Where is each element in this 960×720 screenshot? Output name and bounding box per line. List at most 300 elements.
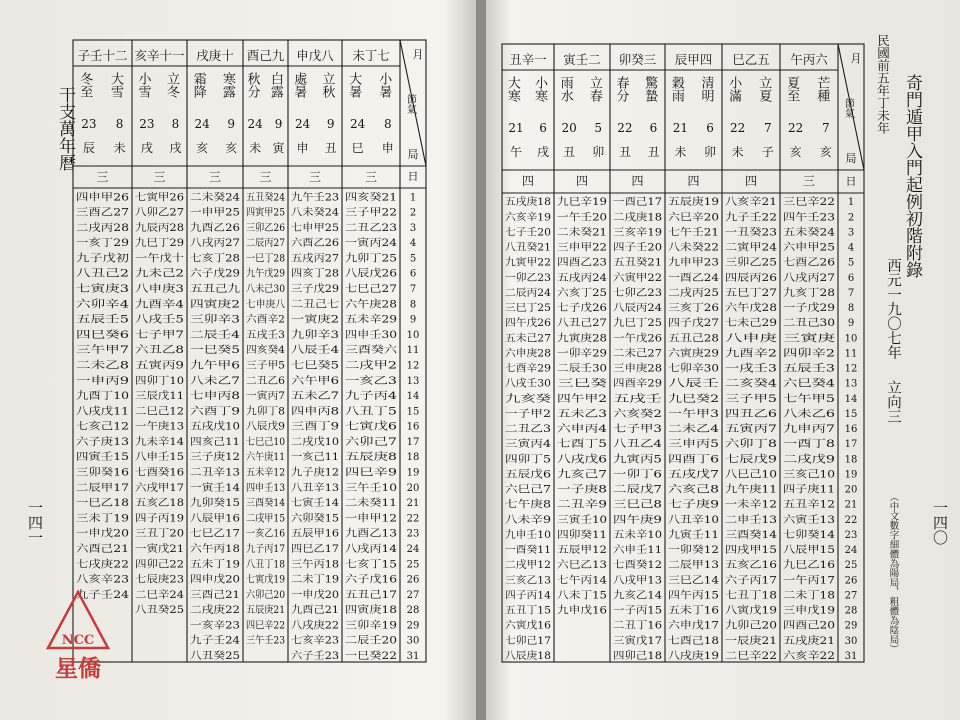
day-cell: 五辰甲16 xyxy=(291,528,335,540)
day-cell: 八戌戊11 xyxy=(76,406,120,418)
day-cell: 三巳乙14 xyxy=(668,575,712,587)
day-cell: 八戌庚22 xyxy=(291,620,335,632)
day-cell: 八丑癸25 xyxy=(190,651,234,662)
day-cell: 四寅壬15 xyxy=(76,452,120,464)
day-number: 18 xyxy=(844,454,858,466)
day-cell: 一寅戊21 xyxy=(135,543,179,555)
day-cell: 六亥癸2 xyxy=(613,408,651,420)
day-number: 20 xyxy=(844,484,858,496)
jieqi-second-day: 22 xyxy=(788,121,804,135)
day-cell: 五未辛10 xyxy=(613,529,657,541)
day-cell: 八戌庚19 xyxy=(668,651,712,662)
jieqi-second-hour: 丑 xyxy=(618,145,631,159)
day-cell: 九子壬24 xyxy=(76,589,120,601)
day-cell: 五辰壬5 xyxy=(76,314,114,326)
day-cell: 九亥乙14 xyxy=(613,590,657,602)
day-number: 10 xyxy=(844,333,858,345)
day-cell: 一亥丁29 xyxy=(76,238,120,250)
day-cell: 九子丙17 xyxy=(246,543,290,555)
day-cell: 一亥乙16 xyxy=(246,528,290,540)
day-number: 9 xyxy=(847,318,855,330)
day-cell: 八辰丙24 xyxy=(613,303,657,315)
month-column-label: 巳乙五 xyxy=(732,52,770,67)
day-cell: 九酉乙13 xyxy=(345,528,389,540)
day-cell: 九酉丁10 xyxy=(76,391,120,403)
day-cell: 四午壬23 xyxy=(783,212,827,224)
day-cell: 九申壬10 xyxy=(505,529,549,541)
ju-value: 三 xyxy=(208,170,222,184)
jieqi-first-day: 6 xyxy=(539,121,547,135)
jieqi-first: 立冬 xyxy=(164,72,180,98)
month-column-label: 戌庚十 xyxy=(196,48,234,63)
day-cell: 二丑辛9 xyxy=(557,499,595,511)
day-cell: 八未乙7 xyxy=(190,375,228,387)
day-cell: 五丑己九 xyxy=(190,284,231,296)
day-cell: 九午庚11 xyxy=(725,484,769,496)
day-cell: 二辰丙27 xyxy=(246,238,290,250)
jieqi-second-hour: 丑 xyxy=(563,145,576,159)
day-cell: 四午丙15 xyxy=(668,590,712,602)
day-cell: 四午甲2 xyxy=(557,393,595,405)
day-cell: 五辰庚21 xyxy=(246,605,290,617)
day-cell: 六亥辛22 xyxy=(783,651,827,662)
jieqi-second-hour: 午 xyxy=(510,145,523,159)
day-cell: 八申庚3 xyxy=(135,284,173,296)
day-cell: 五巳丁27 xyxy=(725,287,769,299)
day-cell: 八未癸22 xyxy=(668,242,712,254)
day-cell: 八申庚 xyxy=(725,333,756,345)
right-table-body xyxy=(505,195,857,662)
month-column-label: 寅壬二 xyxy=(563,52,601,67)
day-cell: 六子丙17 xyxy=(725,575,769,587)
jieqi-first-day: 9 xyxy=(274,117,283,131)
jieqi-first-hour: 戌 xyxy=(537,145,550,159)
day-cell: 八丑癸25 xyxy=(135,605,179,617)
day-number: 23 xyxy=(844,529,858,541)
jieqi-second-day: 22 xyxy=(730,121,746,135)
day-number: 30 xyxy=(406,635,420,647)
day-number: 21 xyxy=(406,498,420,510)
ju-value: 三 xyxy=(259,170,272,184)
day-number: 24 xyxy=(844,545,858,557)
day-cell: 三亥辛19 xyxy=(613,227,657,239)
stamp-text-ncc: NCC xyxy=(61,633,95,648)
day-cell: 四巳辛9 xyxy=(345,467,383,479)
jieqi-second-hour: 未 xyxy=(249,141,262,155)
day-cell: 五辰戊6 xyxy=(505,469,543,481)
ju-value: 四 xyxy=(575,174,589,188)
ju-value: 四 xyxy=(521,174,535,188)
day-cell: 三申丙5 xyxy=(668,439,706,451)
day-cell: 八寅戊19 xyxy=(725,605,769,617)
day-cell: 三卯癸16 xyxy=(76,467,120,479)
day-cell: 六卯己7 xyxy=(345,436,383,448)
day-cell: 八辰甲15 xyxy=(783,545,827,557)
jieqi-first-day: 7 xyxy=(763,121,772,135)
day-cell: 五丑己17 xyxy=(345,589,389,601)
ju-value: 三 xyxy=(96,170,109,184)
day-cell: 九卯丁8 xyxy=(246,406,284,418)
month-column-label: 子壬十二 xyxy=(77,48,128,63)
stamp-text-xingqiao: 星僑 xyxy=(55,655,101,682)
day-cell: 二巳辛22 xyxy=(725,651,769,662)
day-cell: 九卯丁25 xyxy=(345,253,389,265)
day-cell: 五丑辛12 xyxy=(783,499,827,511)
day-cell: 一寅壬14 xyxy=(190,482,234,494)
day-cell: 九子戊初 xyxy=(76,253,117,265)
day-cell: 一未辛12 xyxy=(725,499,769,511)
day-cell: 三卯乙26 xyxy=(246,222,290,234)
day-cell: 二丑己七 xyxy=(291,299,332,311)
day-cell: 七卯己17 xyxy=(505,635,549,647)
day-cell: 二寅甲24 xyxy=(725,242,769,254)
day-cell: 一亥己11 xyxy=(291,452,335,464)
day-cell: 七亥丁28 xyxy=(190,253,234,265)
day-cell: 九午戊29 xyxy=(246,268,290,280)
day-cell: 九寅甲22 xyxy=(505,257,549,269)
month-column-label: 未丁七 xyxy=(352,48,390,63)
day-number: 20 xyxy=(406,482,420,494)
day-cell: 四申丙8 xyxy=(291,406,329,418)
day-cell: 六申庚28 xyxy=(505,348,549,360)
day-cell: 六寅甲22 xyxy=(613,272,657,284)
day-cell: 二戌戊9 xyxy=(783,454,821,466)
day-cell: 九巳乙16 xyxy=(783,560,827,572)
day-cell: 五寅丙7 xyxy=(725,424,763,436)
day-cell: 八未丁15 xyxy=(557,590,601,602)
day-cell: 二丑己30 xyxy=(783,318,827,330)
day-number: 30 xyxy=(844,635,858,647)
day-cell: 一酉己17 xyxy=(613,197,657,209)
day-cell: 五戌庚18 xyxy=(505,197,549,209)
day-cell: 三巳己8 xyxy=(613,499,651,511)
day-cell: 九申戊16 xyxy=(557,605,601,617)
day-cell: 四亥癸4 xyxy=(246,345,284,357)
jieqi-first-day: 6 xyxy=(649,121,658,135)
day-cell: 五未丁16 xyxy=(668,605,712,617)
day-cell: 七子甲7 xyxy=(135,329,173,341)
day-cell: 六午庚28 xyxy=(345,299,389,311)
day-number: 14 xyxy=(844,393,858,405)
jieqi-first-day: 8 xyxy=(171,117,180,131)
day-cell: 四午庚9 xyxy=(613,514,651,526)
day-number: 6 xyxy=(409,268,417,280)
day-cell: 七亥己12 xyxy=(76,421,120,433)
month-column-label: 午丙六 xyxy=(790,52,828,67)
day-number: 17 xyxy=(406,436,420,448)
day-cell: 八巳己10 xyxy=(725,469,769,481)
day-cell: 一卯丁6 xyxy=(613,469,651,481)
day-cell: 三午壬23 xyxy=(246,635,290,647)
day-number: 7 xyxy=(409,284,417,296)
day-cell: 三酉癸六 xyxy=(345,345,386,357)
day-cell: 九酉己21 xyxy=(291,605,335,617)
day-cell: 四戌甲15 xyxy=(725,545,769,557)
day-number: 5 xyxy=(409,253,417,265)
day-cell: 三亥乙13 xyxy=(505,575,549,587)
day-cell: 六子戊16 xyxy=(345,574,389,586)
day-cell: 四卯己22 xyxy=(135,559,179,571)
month-column-label: 辰甲四 xyxy=(674,52,713,67)
day-number: 23 xyxy=(406,528,420,540)
day-cell: 一申甲12 xyxy=(345,513,389,525)
day-cell: 六酉己21 xyxy=(76,543,120,555)
day-cell: 二戌甲2 xyxy=(345,360,383,372)
day-number: 25 xyxy=(844,560,858,572)
left-table-body xyxy=(76,190,419,662)
day-cell: 二辰壬4 xyxy=(190,329,228,341)
month-column-label: 酉己九 xyxy=(246,48,285,63)
day-cell: 七卯乙23 xyxy=(613,287,657,299)
day-cell: 六酉乙26 xyxy=(291,238,335,250)
day-cell: 七卯辛30 xyxy=(668,363,712,375)
day-cell: 七丑丁18 xyxy=(725,590,769,602)
jieqi-second-day: 21 xyxy=(672,121,689,135)
day-cell: 四申甲26 xyxy=(76,192,120,204)
jieqi-second-hour: 亥 xyxy=(196,141,209,155)
day-cell: 八丑辛13 xyxy=(291,482,335,494)
jieqi-second: 穀雨 xyxy=(668,76,684,102)
day-cell: 七申丙8 xyxy=(190,391,228,403)
day-cell: 七午庚8 xyxy=(505,499,543,511)
day-cell: 四午戊26 xyxy=(505,318,549,330)
day-cell: 八辰壬4 xyxy=(291,345,329,357)
month-column-label: 卯癸三 xyxy=(618,52,657,67)
left-side-title: 干支萬年曆 xyxy=(55,86,75,171)
day-cell: 六亥辛19 xyxy=(505,212,549,224)
day-cell: 二未乙4 xyxy=(668,424,706,436)
day-number: 15 xyxy=(406,406,420,418)
day-number: 3 xyxy=(409,222,417,234)
month-column-label: 丑辛一 xyxy=(509,52,547,67)
day-number: 13 xyxy=(844,378,858,390)
day-cell: 一丑癸23 xyxy=(725,227,769,239)
day-cell: 六巳癸4 xyxy=(783,378,821,390)
jieqi-second-day: 23 xyxy=(139,117,155,131)
day-cell: 七酉乙26 xyxy=(783,257,827,269)
day-cell: 九卯辛3 xyxy=(291,329,329,341)
right-title-direction: 立向三 xyxy=(885,380,901,424)
day-cell: 四寅甲25 xyxy=(246,207,290,219)
day-cell: 六午甲6 xyxy=(291,375,329,387)
left-page-number: 一四一 xyxy=(26,500,44,545)
day-number: 8 xyxy=(409,299,417,311)
day-cell: 一卯乙23 xyxy=(505,272,549,284)
day-cell: 二巳辛24 xyxy=(135,589,179,601)
day-number: 22 xyxy=(844,514,858,526)
jieqi-first: 白露 xyxy=(267,72,283,98)
day-cell: 九未辛14 xyxy=(135,436,179,448)
day-cell: 二辰甲17 xyxy=(76,482,120,494)
day-cell: 八丑己27 xyxy=(557,318,601,330)
jieqi-second: 秋分 xyxy=(244,72,260,98)
day-cell: 八卯乙27 xyxy=(135,207,179,219)
jieqi-first-hour: 丑 xyxy=(647,145,660,159)
day-number: 16 xyxy=(406,421,420,433)
day-cell: 四巳癸6 xyxy=(76,329,114,341)
day-cell: 三巳辛22 xyxy=(783,197,827,209)
day-cell: 一巳丁28 xyxy=(246,253,290,265)
day-cell: 二丑乙3 xyxy=(505,424,543,436)
day-cell: 六巳辛20 xyxy=(668,212,712,224)
day-cell: 八丑乙4 xyxy=(613,439,651,451)
day-cell: 八戌丙14 xyxy=(345,543,389,555)
day-cell: 九巳丁25 xyxy=(613,318,657,330)
ju-value: 三 xyxy=(308,170,322,184)
day-cell: 九子壬24 xyxy=(190,635,234,647)
day-cell: 五戌壬3 xyxy=(246,329,284,341)
jieqi-second-hour: 未 xyxy=(731,145,744,159)
day-cell: 二丑乙6 xyxy=(246,375,284,387)
day-cell: 五戌庚21 xyxy=(783,635,827,647)
day-cell: 一巳癸22 xyxy=(345,651,389,662)
day-cell: 四卯癸11 xyxy=(557,529,601,541)
day-cell: 一午丙17 xyxy=(783,575,827,587)
day-number: 17 xyxy=(844,439,858,451)
jieqi-second: 小滿 xyxy=(726,76,742,102)
jieqi-first-hour: 卯 xyxy=(704,145,717,159)
jieqi-second-day: 23 xyxy=(81,117,97,131)
day-cell: 四酉乙23 xyxy=(557,257,601,269)
jieqi-second: 小雪 xyxy=(135,72,151,98)
right-title-year: 西元一九〇七年 xyxy=(885,258,901,360)
day-cell: 七寅甲26 xyxy=(135,192,179,204)
day-number: 21 xyxy=(844,499,858,511)
day-cell: 三酉癸14 xyxy=(725,529,769,541)
day-cell: 五未辛29 xyxy=(345,314,389,326)
day-number: 26 xyxy=(406,574,420,586)
day-cell: 九寅庚28 xyxy=(557,333,601,345)
corner-ju-label: 局 xyxy=(845,152,857,165)
jieqi-second: 大暑 xyxy=(346,72,362,98)
day-cell: 八亥辛23 xyxy=(76,574,120,586)
jieqi-second-hour: 戌 xyxy=(140,141,153,155)
day-cell: 八辰甲16 xyxy=(190,513,234,525)
day-number: 13 xyxy=(406,375,420,387)
day-cell: 六戌甲17 xyxy=(135,482,179,494)
day-cell: 二未己27 xyxy=(613,348,657,360)
jieqi-first-hour: 亥 xyxy=(225,141,238,155)
day-cell: 七辰庚23 xyxy=(135,574,179,586)
day-cell: 二戌丙25 xyxy=(668,287,712,299)
jieqi-second: 霜降 xyxy=(190,72,206,98)
jieqi-second: 雨水 xyxy=(557,76,573,102)
day-cell: 二戌甲15 xyxy=(246,513,290,525)
jieqi-first: 芒種 xyxy=(814,76,830,102)
day-cell: 九亥己7 xyxy=(557,469,595,481)
day-cell: 三寅丙4 xyxy=(505,439,543,451)
day-cell: 八未辛9 xyxy=(505,514,543,526)
day-cell: 三午甲7 xyxy=(76,345,114,357)
day-cell: 一午戊26 xyxy=(613,333,657,345)
day-cell: 三寅庚 xyxy=(783,333,814,345)
day-cell: 三子庚12 xyxy=(190,452,234,464)
day-number: 4 xyxy=(847,242,855,254)
day-cell: 三酉乙27 xyxy=(76,207,120,219)
day-cell: 七子甲3 xyxy=(613,424,651,436)
day-cell: 八申壬15 xyxy=(135,452,179,464)
jieqi-second-hour: 亥 xyxy=(789,145,802,159)
day-cell: 六卯辛4 xyxy=(76,299,114,311)
day-cell: 八丑辛10 xyxy=(668,514,712,526)
day-cell: 三未丁19 xyxy=(76,513,120,525)
day-cell: 三亥己10 xyxy=(783,469,827,481)
day-cell: 八亥辛21 xyxy=(725,197,769,209)
day-cell: 七酉辛29 xyxy=(505,363,549,375)
day-number: 28 xyxy=(844,605,858,617)
day-cell: 四寅庚18 xyxy=(345,605,389,617)
day-cell: 三亥丁26 xyxy=(668,303,712,315)
jieqi-first-day: 9 xyxy=(326,117,335,131)
day-number: 19 xyxy=(406,467,420,479)
day-cell: 九亥癸 xyxy=(505,393,536,405)
day-cell: 八戌丙27 xyxy=(783,272,827,284)
jieqi-second-day: 24 xyxy=(247,117,263,131)
day-cell: 三卯辛19 xyxy=(345,620,389,632)
jieqi-first: 小暑 xyxy=(376,72,392,98)
day-cell: 五丑己28 xyxy=(668,333,712,345)
day-cell: 九申甲23 xyxy=(668,257,712,269)
day-cell: 一子丙15 xyxy=(613,605,657,617)
day-cell: 九卯癸15 xyxy=(190,498,234,510)
day-cell: 五未丁19 xyxy=(190,559,234,571)
day-cell: 五戌丙24 xyxy=(557,272,601,284)
day-cell: 九申丙7 xyxy=(783,424,821,436)
day-cell: 一申戊20 xyxy=(76,528,120,540)
jieqi-second: 大寒 xyxy=(504,76,520,102)
day-cell: 二辰丙24 xyxy=(505,287,549,299)
jieqi-second-day: 24 xyxy=(194,117,210,131)
day-number: 14 xyxy=(406,391,420,403)
jieqi-second: 春分 xyxy=(613,76,629,102)
day-cell: 三子甲22 xyxy=(345,207,389,219)
day-cell: 二辰甲13 xyxy=(668,560,712,572)
day-cell: 七巳癸5 xyxy=(291,360,329,372)
day-cell: 九子壬22 xyxy=(725,212,769,224)
day-cell: 八戌戊6 xyxy=(557,454,595,466)
corner-month-label: 月 xyxy=(412,48,424,61)
jieqi-first-hour: 亥 xyxy=(819,145,832,159)
day-cell: 三寅壬10 xyxy=(557,514,601,526)
day-cell: 六午庚11 xyxy=(246,452,290,464)
day-cell: 一午甲3 xyxy=(668,408,706,420)
day-number: 3 xyxy=(847,227,855,239)
day-cell: 一卯癸12 xyxy=(668,545,712,557)
jieqi-first: 寒露 xyxy=(219,72,235,98)
jieqi-second-day: 20 xyxy=(561,121,577,135)
day-cell: 七亥丁15 xyxy=(345,559,389,571)
jieqi-second-hour: 申 xyxy=(296,141,309,155)
day-cell: 六卯己20 xyxy=(246,589,290,601)
day-cell: 五未癸24 xyxy=(783,227,827,239)
jieqi-second-hour: 巳 xyxy=(351,141,364,155)
day-cell: 二巳己12 xyxy=(135,406,179,418)
day-cell: 六子庚13 xyxy=(76,436,120,448)
jieqi-first-hour: 卯 xyxy=(592,145,605,159)
day-cell: 八戌壬30 xyxy=(505,378,549,390)
day-cell: 六丑乙8 xyxy=(135,345,173,357)
day-cell: 六午戊28 xyxy=(725,303,769,315)
day-cell: 五戌壬 xyxy=(613,393,644,405)
jieqi-first-day: 8 xyxy=(383,117,392,131)
day-cell: 六亥己8 xyxy=(668,484,706,496)
day-cell: 二辰壬30 xyxy=(557,363,601,375)
jieqi-first-hour: 寅 xyxy=(272,141,285,155)
day-cell: 一午庚13 xyxy=(135,421,179,433)
day-cell: 七子壬20 xyxy=(505,227,549,239)
day-cell: 四卯辛2 xyxy=(783,348,821,360)
day-cell: 四子丙19 xyxy=(135,513,179,525)
